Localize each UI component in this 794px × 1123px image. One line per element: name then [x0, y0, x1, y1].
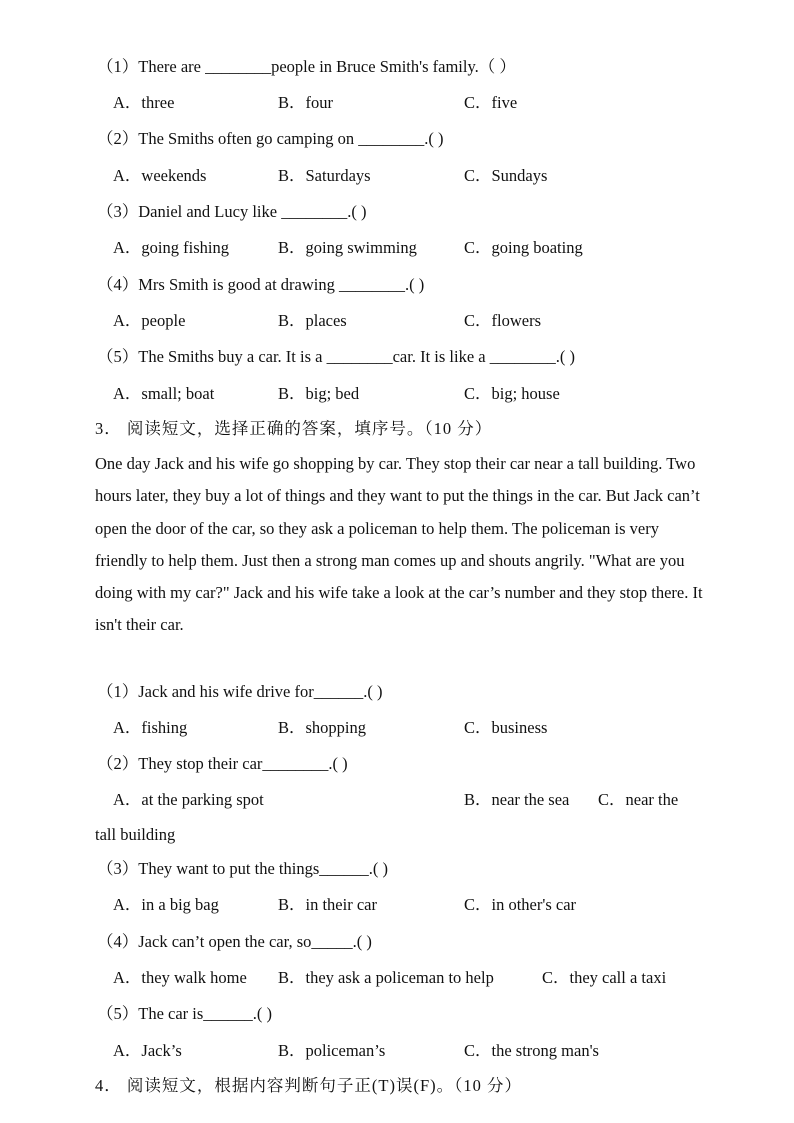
section-heading: 4． 阅读短文，根据内容判断句子正(T)误(F)。（10 分）	[95, 1076, 522, 1095]
option-a: A．fishing	[113, 718, 188, 737]
option-c: C．in other's car	[464, 895, 577, 914]
option-c: C．going boating	[464, 238, 583, 257]
option-b: B．four	[278, 93, 333, 112]
option-a: A．three	[113, 93, 175, 112]
option-b: B．big; bed	[278, 384, 360, 403]
option-b: B．in their car	[278, 895, 377, 914]
option-c: C．five	[464, 93, 518, 112]
question-stem: （1）There are ________people in Bruce Smith's family.（ ）	[97, 57, 516, 76]
option-c: C．Sundays	[464, 166, 548, 185]
option-a: A．people	[113, 311, 186, 330]
option-b: B．near the sea	[464, 790, 570, 809]
question-stem: （4）Jack can’t open the car, so_____.( )	[97, 932, 372, 951]
option-c: C．flowers	[464, 311, 541, 330]
question-stem: （4）Mrs Smith is good at drawing ________.( )	[97, 275, 425, 294]
option-c-continuation: tall building	[95, 825, 176, 844]
option-c: C．near the	[598, 790, 679, 809]
question-stem: （3）Daniel and Lucy like ________.( )	[97, 202, 367, 221]
option-a: A．they walk home	[113, 968, 247, 987]
option-a: A．Jack’s	[113, 1041, 182, 1060]
option-c: C．they call a taxi	[542, 968, 667, 987]
question-stem: （5）The car is______.( )	[97, 1004, 273, 1023]
option-c: C．business	[464, 718, 548, 737]
option-b: B．policeman’s	[278, 1041, 386, 1060]
option-b: B．they ask a policeman to help	[278, 968, 494, 987]
option-b: B．places	[278, 311, 347, 330]
option-b: B．Saturdays	[278, 166, 371, 185]
option-b: B．shopping	[278, 718, 367, 737]
option-a: A．weekends	[113, 166, 207, 185]
question-stem: （3）They want to put the things______.( )	[97, 859, 389, 878]
option-a: A．in a big bag	[113, 895, 219, 914]
option-c: C．big; house	[464, 384, 560, 403]
option-a: A．going fishing	[113, 238, 229, 257]
reading-passage: One day Jack and his wife go shopping by car. They stop their car near a tall building. Two hours later, they buy a lot of things and they want to put the things in the car. But Jack can’t open the door of the car, so they ask a policeman to help them. The policeman is very friendly to help them. Just then a strong man comes up and shouts angrily. "What are you doing with my car?" Jack and his wife take a look at the car’s number and they stop there. It isn't their car.	[95, 454, 703, 635]
option-c: C．the strong man's	[464, 1041, 599, 1060]
question-stem: （2）They stop their car________.( )	[97, 754, 348, 773]
question-stem: （5）The Smiths buy a car. It is a ________car. It is like a ________.( )	[97, 347, 575, 366]
section-heading: 3． 阅读短文，选择正确的答案，填序号。（10 分）	[95, 419, 493, 438]
option-a: A．at the parking spot	[113, 790, 264, 809]
option-a: A．small; boat	[113, 384, 215, 403]
option-b: B．going swimming	[278, 238, 417, 257]
question-stem: （2）The Smiths often go camping on ________.( )	[97, 129, 444, 148]
question-stem: （1）Jack and his wife drive for______.( )	[97, 682, 383, 701]
